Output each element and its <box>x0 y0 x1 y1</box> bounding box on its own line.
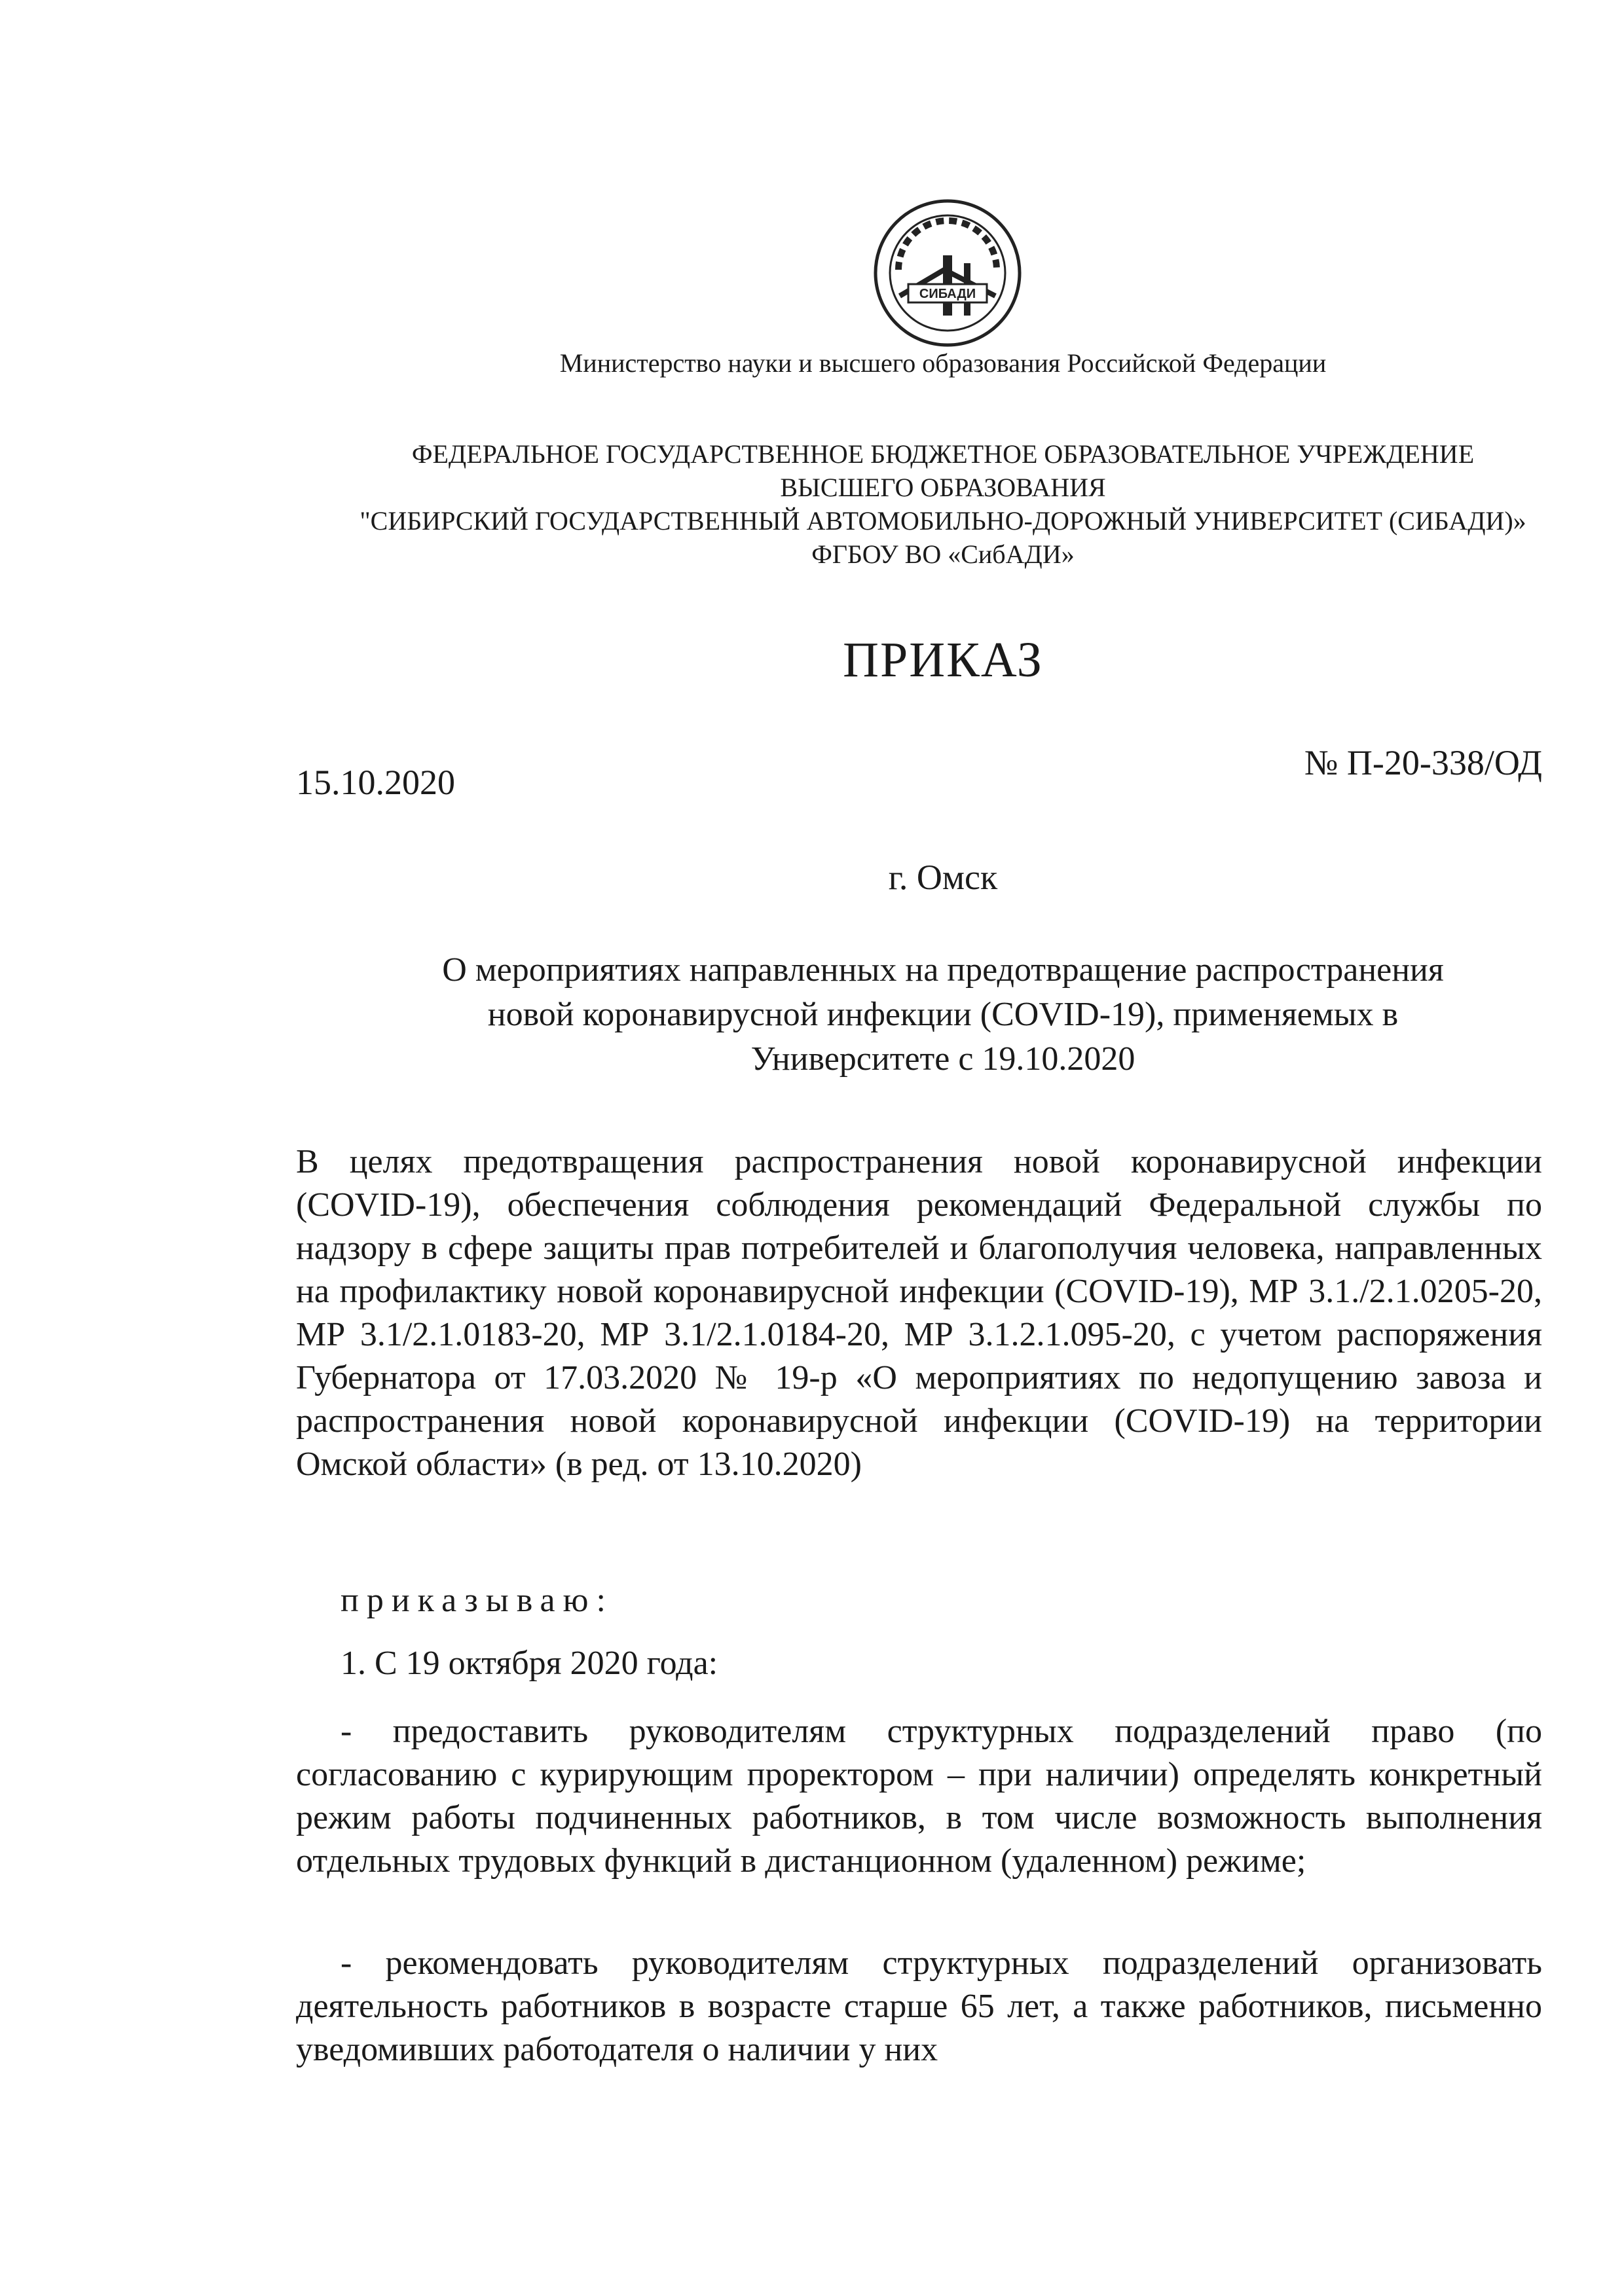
order-word: приказываю: <box>341 1582 614 1619</box>
logo-text: СИБАДИ <box>919 287 976 301</box>
subject-line: Университете с 19.10.2020 <box>750 1040 1135 1078</box>
document-type: ПРИКАЗ <box>843 632 1043 687</box>
org-line: ФЕДЕРАЛЬНОЕ ГОСУДАРСТВЕННОЕ БЮДЖЕТНОЕ ОБРАЗОВАТЕЛЬНОЕ УЧРЕЖДЕНИЕ <box>411 439 1475 469</box>
organization-name <box>0 437 1624 571</box>
item-heading: 1. С 19 октября 2020 года: <box>341 1645 718 1682</box>
org-line: ФГБОУ ВО «СибАДИ» <box>811 539 1075 569</box>
subject-line: О мероприятиях направленных на предотвращение распространения <box>442 951 1444 989</box>
org-line: ВЫСШЕГО ОБРАЗОВАНИЯ <box>780 473 1106 502</box>
sibadi-emblem-icon <box>872 198 1023 348</box>
document-date: 15.10.2020 <box>296 763 455 802</box>
document-subject <box>0 948 1624 1082</box>
item-paragraph: - предоставить руководителям структурных подразделений право (по согласованию с курирующим проректором – при наличии) определять конкретный режим работы подчиненных работников, в том числе возможность выполнения отдельных трудовых функций в дистанционном (удаленном) режиме; <box>296 1713 1542 1880</box>
ministry-name: Министерство науки и высшего образования Российской Федерации <box>559 348 1327 378</box>
document-city: г. Омск <box>888 858 998 897</box>
document-number: № П-20-338/ОД <box>1304 743 1542 782</box>
item-paragraph: - рекомендовать руководителям структурных подразделений организовать деятельность работников в возрасте старше 65 лет, а также работников, письменно уведомивших работодателя о наличии у них <box>296 1944 1542 2068</box>
org-line: "СИБИРСКИЙ ГОСУДАРСТВЕННЫЙ АВТОМОБИЛЬНО-ДОРОЖНЫЙ УНИВЕРСИТЕТ (СИБАДИ)» <box>360 506 1526 536</box>
subject-line: новой коронавирусной инфекции (COVID-19), применяемых в <box>487 996 1399 1033</box>
preamble-paragraph: В целях предотвращения распространения новой коронавирусной инфекции (COVID-19), обеспечения соблюдения рекомендаций Федеральной службы по надзору в сфере защиты прав потребителей и благополучия человека, направленных на профилактику новой коронавирусной инфекции (COVID-19), МР 3.1./2.1.0205-20, МР 3.1/2.1.0183-20, МР 3.1/2.1.0184-20, МР 3.1.2.1.095-20, с учетом распоряжения Губернатора от 17.03.2020 № 19-р «О мероприятиях по недопущению завоза и распространения новой коронавирусной инфекции (COVID-19) на территории Омской области» (в ред. от 13.10.2020) <box>296 1143 1542 1483</box>
